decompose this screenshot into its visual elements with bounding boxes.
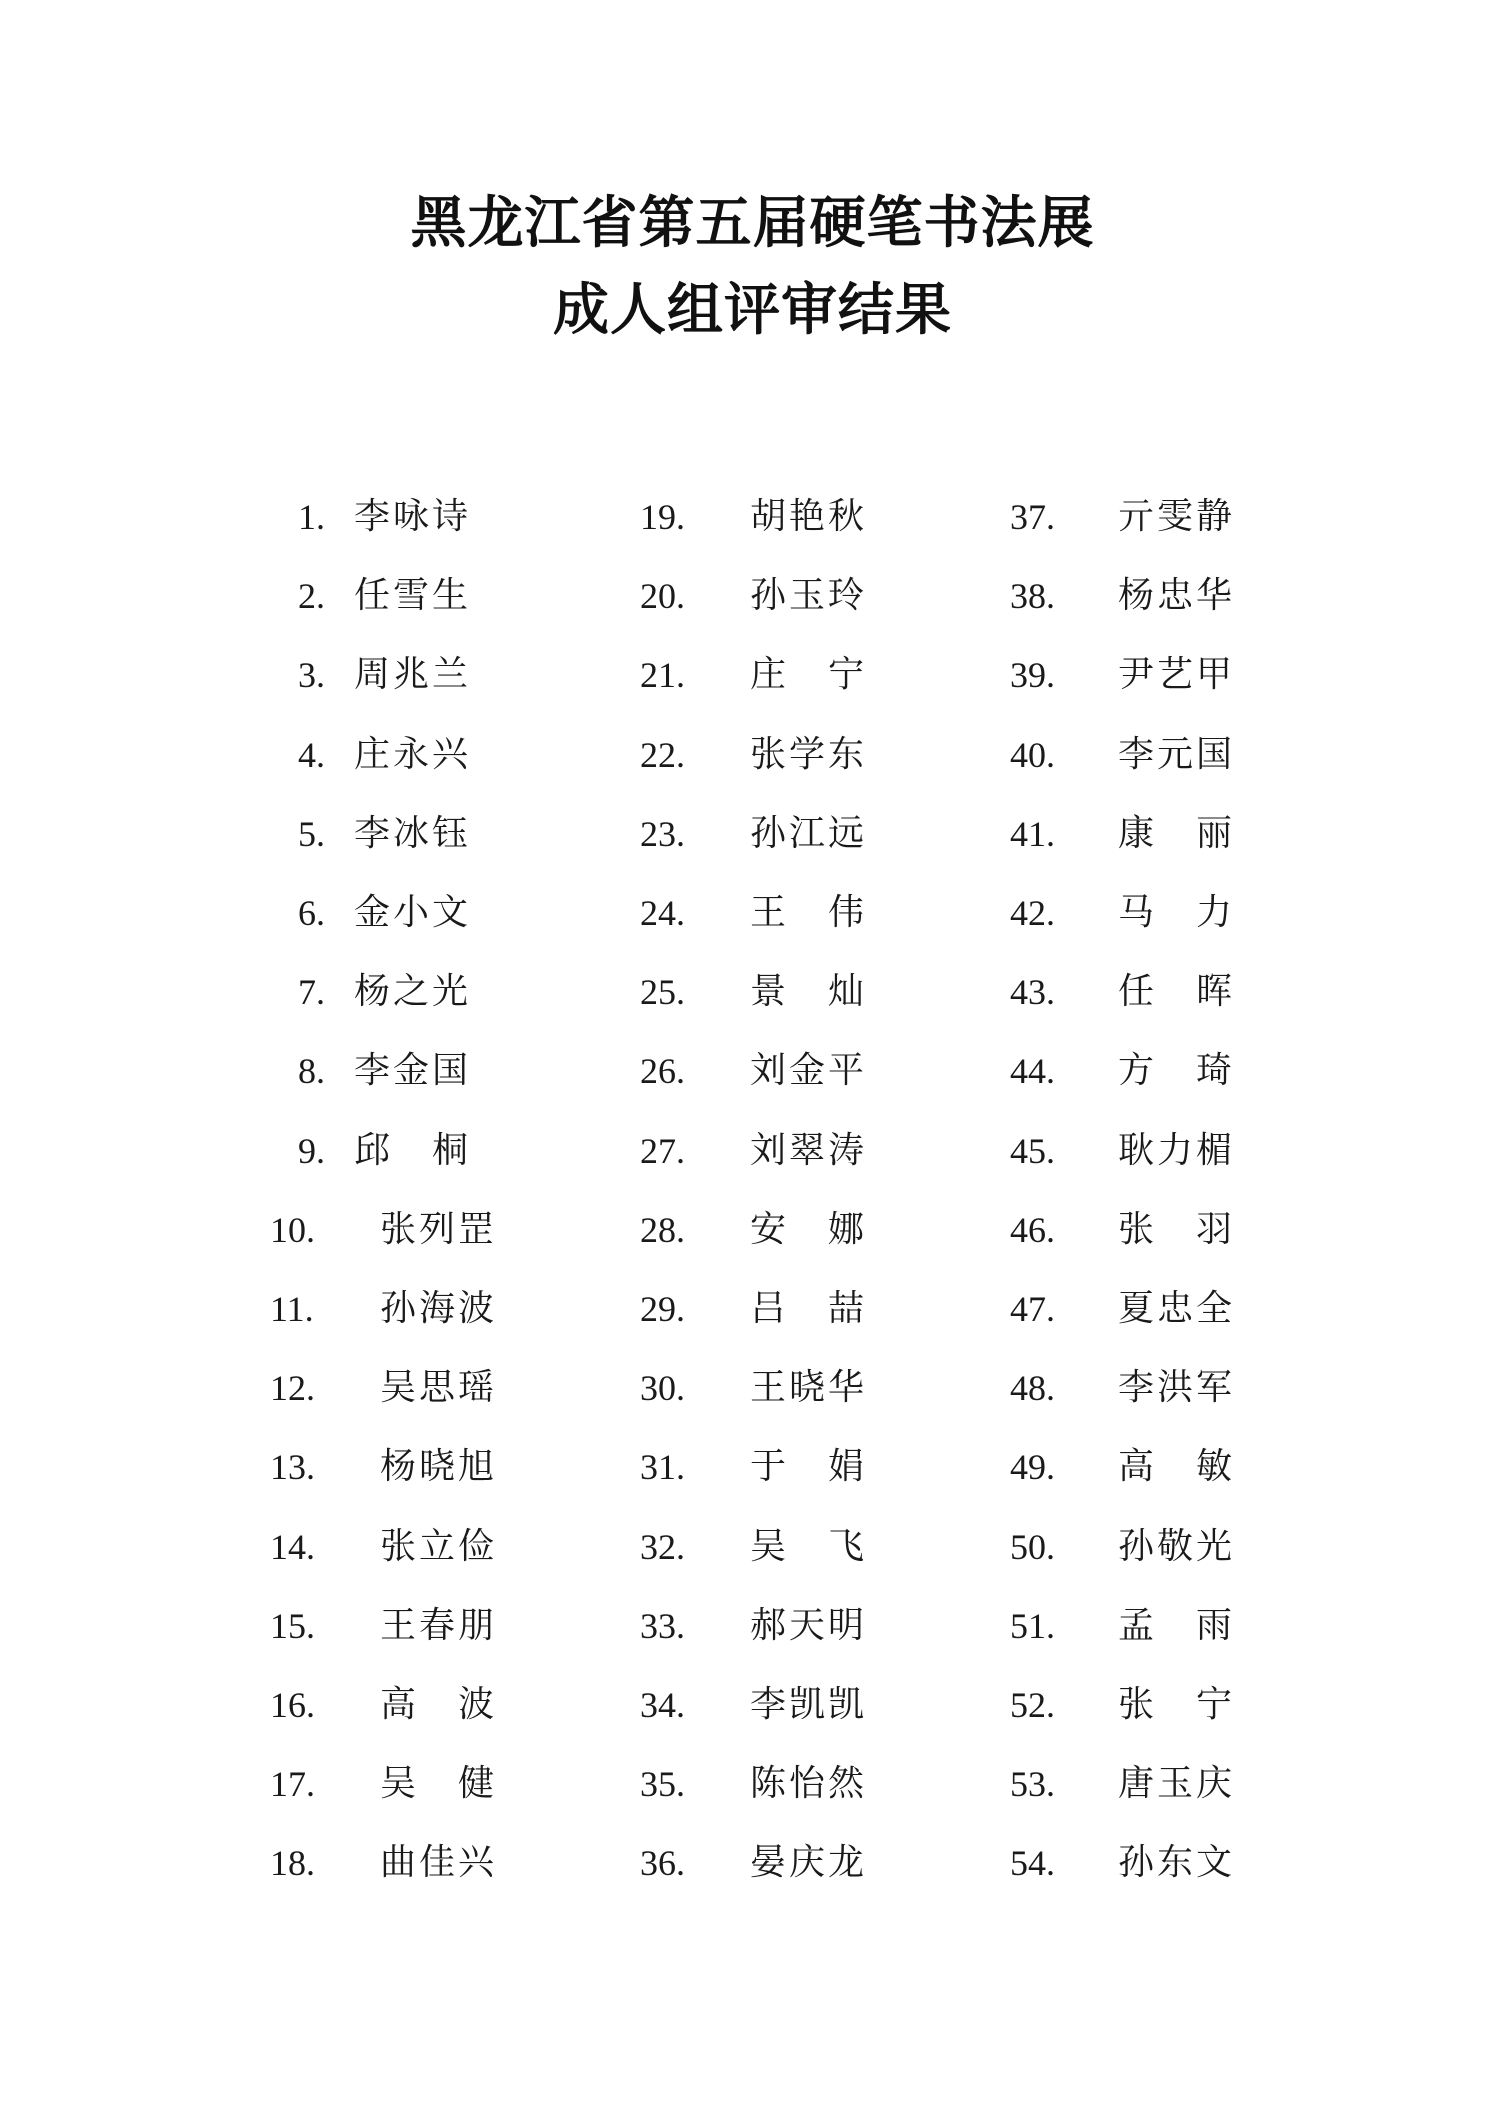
list-item <box>0 1527 1500 1567</box>
entry-number: 52. <box>1010 1685 1055 1725</box>
entry-name: 任雪生 <box>354 575 470 617</box>
entry-number: 14. <box>270 1526 315 1567</box>
entry-name: 安 娜 <box>750 1208 866 1250</box>
entry-name: 李冰钰 <box>354 812 470 854</box>
title-line-2: 成人组评审结果 <box>553 277 952 343</box>
entry-number: 20. <box>640 576 685 617</box>
entry-name: 马 力 <box>1118 892 1234 933</box>
entry-number: 35. <box>640 1764 685 1805</box>
list-item <box>0 497 1500 537</box>
entry-number: 5. <box>298 813 325 854</box>
entry-number: 4. <box>298 734 325 775</box>
entry-number: 44. <box>1010 1051 1055 1092</box>
entry-number: 7. <box>298 972 325 1013</box>
entry-number: 6. <box>298 893 325 933</box>
entry-name: 杨晓旭 <box>380 1446 496 1488</box>
entry-name: 亓雯静 <box>1118 496 1234 537</box>
entry-number: 24. <box>640 893 685 933</box>
entry-name: 吴 飞 <box>750 1525 866 1567</box>
entry-name: 尹艺甲 <box>1118 654 1234 696</box>
title-line-1: 黑龙江省第五届硬笔书法展 <box>410 190 1095 256</box>
entry-name: 孙江远 <box>750 812 866 854</box>
entry-number: 33. <box>640 1605 685 1646</box>
entry-name: 张列罡 <box>380 1208 496 1250</box>
entry-number: 32. <box>640 1526 685 1567</box>
entry-number: 2. <box>298 576 325 617</box>
list-item <box>0 1131 1500 1171</box>
list-item <box>0 1210 1500 1250</box>
entry-number: 51. <box>1010 1605 1055 1646</box>
list-item <box>0 655 1500 695</box>
entry-name: 李元国 <box>1118 733 1234 775</box>
entry-name: 金小文 <box>354 892 470 933</box>
entry-number: 11. <box>270 1289 314 1329</box>
entry-name: 陈怡然 <box>750 1763 866 1805</box>
entry-name: 吴思瑶 <box>380 1367 496 1409</box>
entry-number: 22. <box>640 734 685 775</box>
entry-number: 47. <box>1010 1289 1055 1329</box>
entry-name: 高 波 <box>380 1684 496 1725</box>
entry-name: 孟 雨 <box>1118 1604 1234 1646</box>
entry-name: 张 宁 <box>1118 1684 1234 1725</box>
list-item <box>0 1606 1500 1646</box>
entry-number: 38. <box>1010 576 1055 617</box>
entry-number: 53. <box>1010 1764 1055 1805</box>
list-item <box>0 1685 1500 1725</box>
entry-name: 晏庆龙 <box>750 1842 866 1884</box>
entry-name: 刘翠涛 <box>750 1129 866 1171</box>
list-item <box>0 576 1500 616</box>
entry-name: 李凯凯 <box>750 1684 866 1725</box>
entry-name: 庄永兴 <box>354 733 470 775</box>
list-item <box>0 972 1500 1012</box>
entry-number: 37. <box>1010 497 1055 537</box>
entry-name: 张 羽 <box>1118 1208 1234 1250</box>
entry-number: 41. <box>1010 813 1055 854</box>
entry-name: 唐玉庆 <box>1118 1763 1234 1805</box>
entry-number: 31. <box>640 1447 685 1488</box>
entry-name: 曲佳兴 <box>380 1842 496 1884</box>
entry-number: 10. <box>270 1209 315 1250</box>
entry-name: 耿力楣 <box>1118 1129 1234 1171</box>
entry-number: 12. <box>270 1368 315 1409</box>
entry-name: 夏忠全 <box>1118 1288 1234 1329</box>
entry-name: 杨忠华 <box>1118 575 1234 617</box>
list-item <box>0 1289 1500 1329</box>
list-item <box>0 1843 1500 1883</box>
entry-name: 王春朋 <box>380 1604 496 1646</box>
entry-name: 吕 喆 <box>750 1288 866 1329</box>
entry-number: 40. <box>1010 734 1055 775</box>
entry-name: 康 丽 <box>1118 812 1234 854</box>
entry-number: 13. <box>270 1447 315 1488</box>
entry-name: 李金国 <box>354 1050 470 1092</box>
list-item <box>0 814 1500 854</box>
entry-name: 张立俭 <box>380 1525 496 1567</box>
entry-name: 周兆兰 <box>354 654 470 696</box>
document-title <box>0 190 1500 343</box>
entry-number: 19. <box>640 497 685 537</box>
entry-name: 胡艳秋 <box>750 496 866 537</box>
list-item <box>0 893 1500 933</box>
entry-number: 36. <box>640 1843 685 1884</box>
entry-number: 54. <box>1010 1843 1055 1884</box>
entry-number: 49. <box>1010 1447 1055 1488</box>
entry-number: 39. <box>1010 655 1055 696</box>
entry-number: 29. <box>640 1289 685 1329</box>
entry-number: 46. <box>1010 1209 1055 1250</box>
entry-name: 方 琦 <box>1118 1050 1234 1092</box>
entry-number: 48. <box>1010 1368 1055 1409</box>
entry-number: 30. <box>640 1368 685 1409</box>
entry-name: 李咏诗 <box>354 496 470 537</box>
entry-name: 庄 宁 <box>750 654 866 696</box>
entry-number: 42. <box>1010 893 1055 933</box>
entry-number: 28. <box>640 1209 685 1250</box>
list-item <box>0 1447 1500 1487</box>
list-item <box>0 1368 1500 1408</box>
entry-number: 21. <box>640 655 685 696</box>
entry-number: 25. <box>640 972 685 1013</box>
entry-name: 李洪军 <box>1118 1367 1234 1409</box>
entry-number: 16. <box>270 1685 315 1725</box>
entry-name: 吴 健 <box>380 1763 496 1805</box>
entry-name: 孙海波 <box>380 1288 496 1329</box>
list-item <box>0 1764 1500 1804</box>
entry-name: 孙玉玲 <box>750 575 866 617</box>
entry-number: 23. <box>640 813 685 854</box>
entry-name: 王晓华 <box>750 1367 866 1409</box>
list-item <box>0 735 1500 775</box>
entry-number: 15. <box>270 1605 315 1646</box>
results-list <box>0 497 1500 1917</box>
entry-name: 高 敏 <box>1118 1446 1234 1488</box>
entry-number: 26. <box>640 1051 685 1092</box>
list-item <box>0 1051 1500 1091</box>
entry-number: 17. <box>270 1764 315 1805</box>
entry-name: 王 伟 <box>750 892 866 933</box>
entry-number: 43. <box>1010 972 1055 1013</box>
entry-name: 张学东 <box>750 733 866 775</box>
entry-number: 8. <box>298 1051 325 1092</box>
entry-name: 刘金平 <box>750 1050 866 1092</box>
entry-number: 9. <box>298 1130 325 1171</box>
entry-name: 于 娟 <box>750 1446 866 1488</box>
entry-name: 景 灿 <box>750 971 866 1013</box>
entry-name: 孙敬光 <box>1118 1525 1234 1567</box>
entry-name: 杨之光 <box>354 971 470 1013</box>
entry-number: 27. <box>640 1130 685 1171</box>
entry-number: 1. <box>298 497 325 537</box>
entry-number: 3. <box>298 655 325 696</box>
entry-name: 任 晖 <box>1118 971 1234 1013</box>
entry-name: 孙东文 <box>1118 1842 1234 1884</box>
entry-number: 34. <box>640 1685 685 1725</box>
entry-number: 45. <box>1010 1130 1055 1171</box>
entry-number: 18. <box>270 1843 315 1884</box>
entry-number: 50. <box>1010 1526 1055 1567</box>
entry-name: 邱 桐 <box>354 1129 470 1171</box>
entry-name: 郝天明 <box>750 1604 866 1646</box>
